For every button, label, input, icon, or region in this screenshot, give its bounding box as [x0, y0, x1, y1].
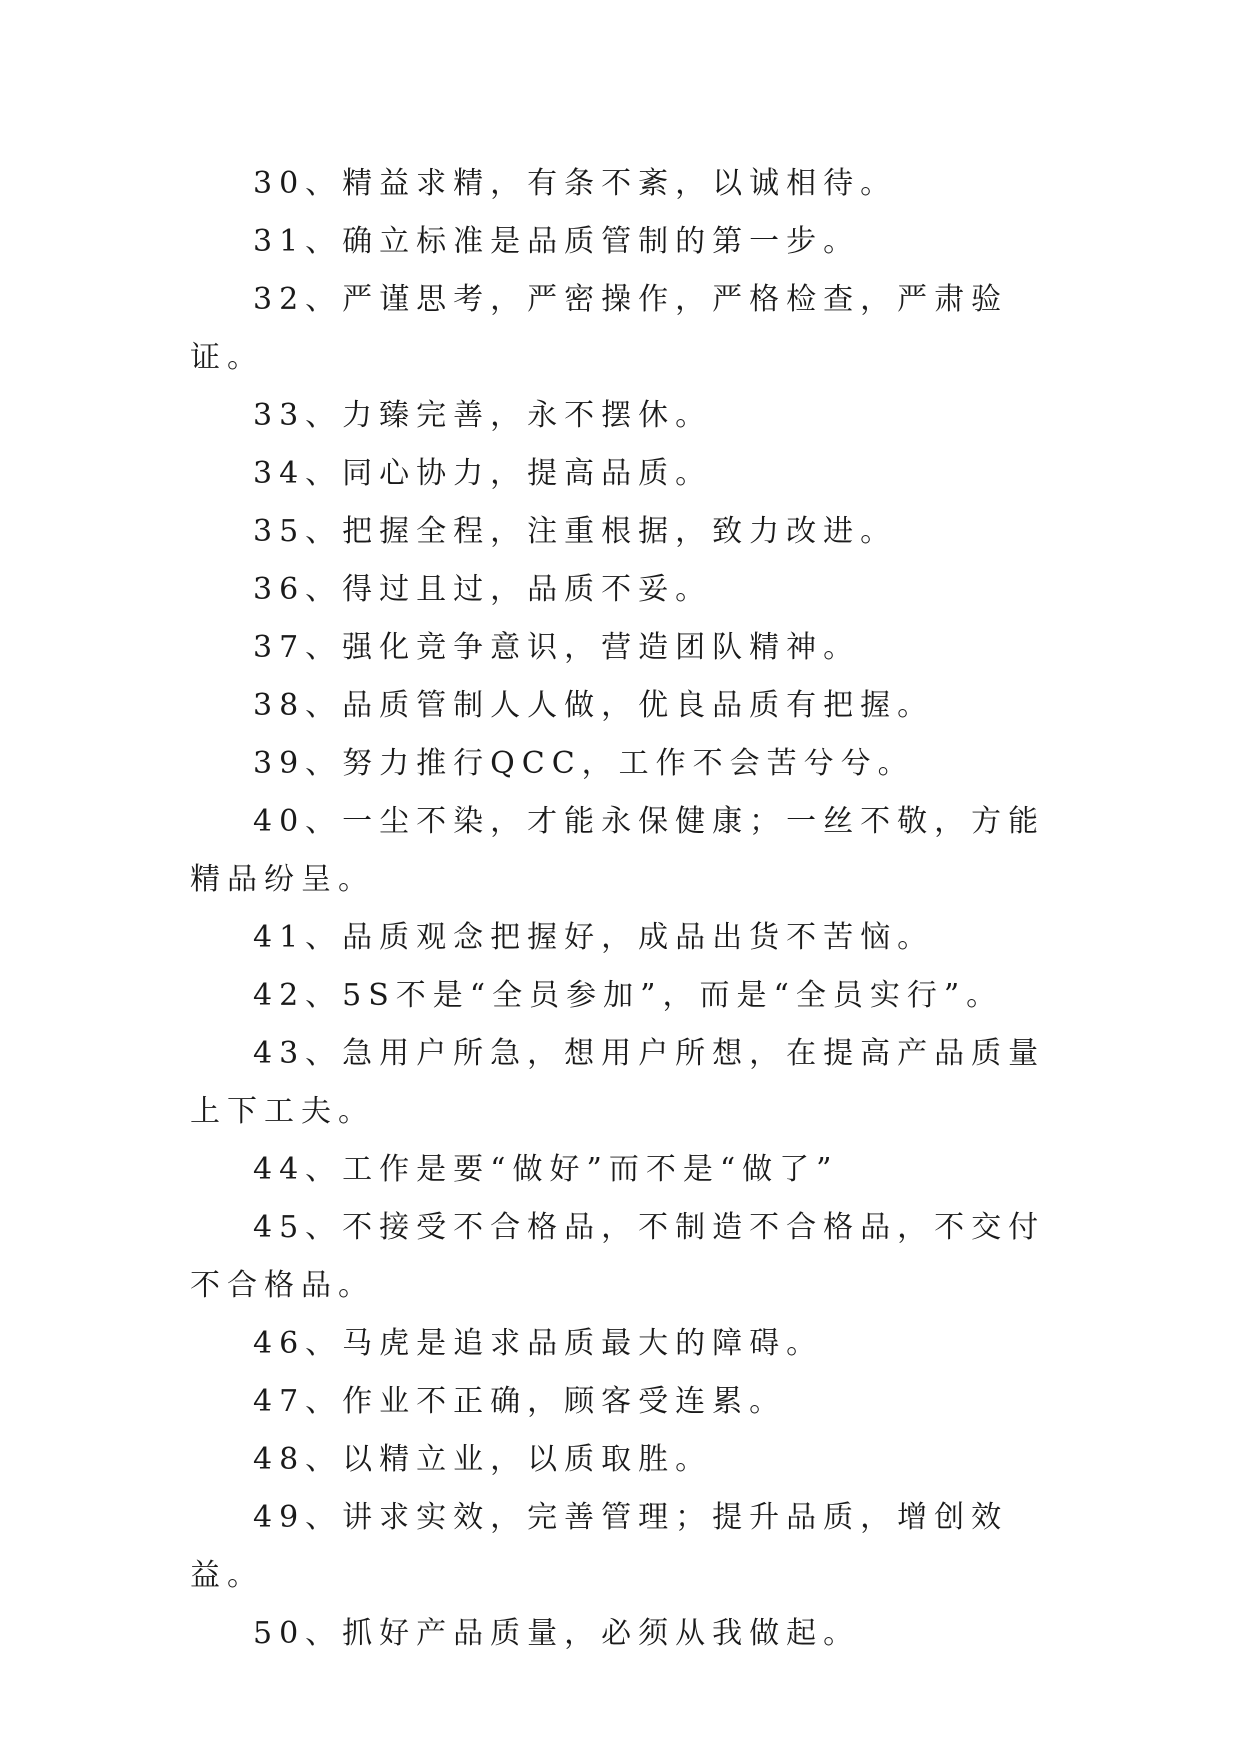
slogan-item: 39、努力推行QCC，工作不会苦兮兮。	[253, 746, 915, 781]
slogan-item: 35、把握全程，注重根据，致力改进。	[253, 514, 898, 549]
slogan-item: 50、抓好产品质量，必须从我做起。	[253, 1616, 861, 1651]
slogan-item: 45、不接受不合格品，不制造不合格品，不交付不合格品。	[190, 1210, 1046, 1303]
slogan-item: 46、马虎是追求品质最大的障碍。	[253, 1326, 824, 1361]
slogan-item: 49、讲求实效，完善管理；提升品质，增创效益。	[190, 1500, 1009, 1593]
slogan-item: 47、作业不正确，顾客受连累。	[253, 1384, 787, 1419]
slogan-item: 37、强化竞争意识，营造团队精神。	[253, 630, 861, 665]
slogan-list	[190, 155, 1050, 1663]
slogan-item: 30、精益求精，有条不紊，以诚相待。	[253, 166, 898, 201]
slogan-item: 34、同心协力，提高品质。	[253, 456, 713, 491]
slogan-item: 33、力臻完善，永不摆休。	[253, 398, 713, 433]
slogan-item: 38、品质管制人人做，优良品质有把握。	[253, 688, 935, 723]
slogan-item: 43、急用户所急，想用户所想，在提高产品质量上下工夫。	[190, 1036, 1046, 1129]
slogan-item: 36、得过且过，品质不妥。	[253, 572, 713, 607]
slogan-item: 32、严谨思考，严密操作，严格检查，严肃验证。	[190, 282, 1009, 375]
slogan-item: 44、工作是要“做好”而不是“做了”	[253, 1152, 839, 1187]
slogan-item: 40、一尘不染，才能永保健康；一丝不敬，方能精品纷呈。	[190, 804, 1046, 897]
slogan-item: 41、品质观念把握好，成品出货不苦恼。	[253, 920, 935, 955]
slogan-item: 31、确立标准是品质管制的第一步。	[253, 224, 861, 259]
slogan-item: 48、以精立业，以质取胜。	[253, 1442, 713, 1477]
slogan-item: 42、5S不是“全员参加”，而是“全员实行”。	[253, 978, 1004, 1013]
